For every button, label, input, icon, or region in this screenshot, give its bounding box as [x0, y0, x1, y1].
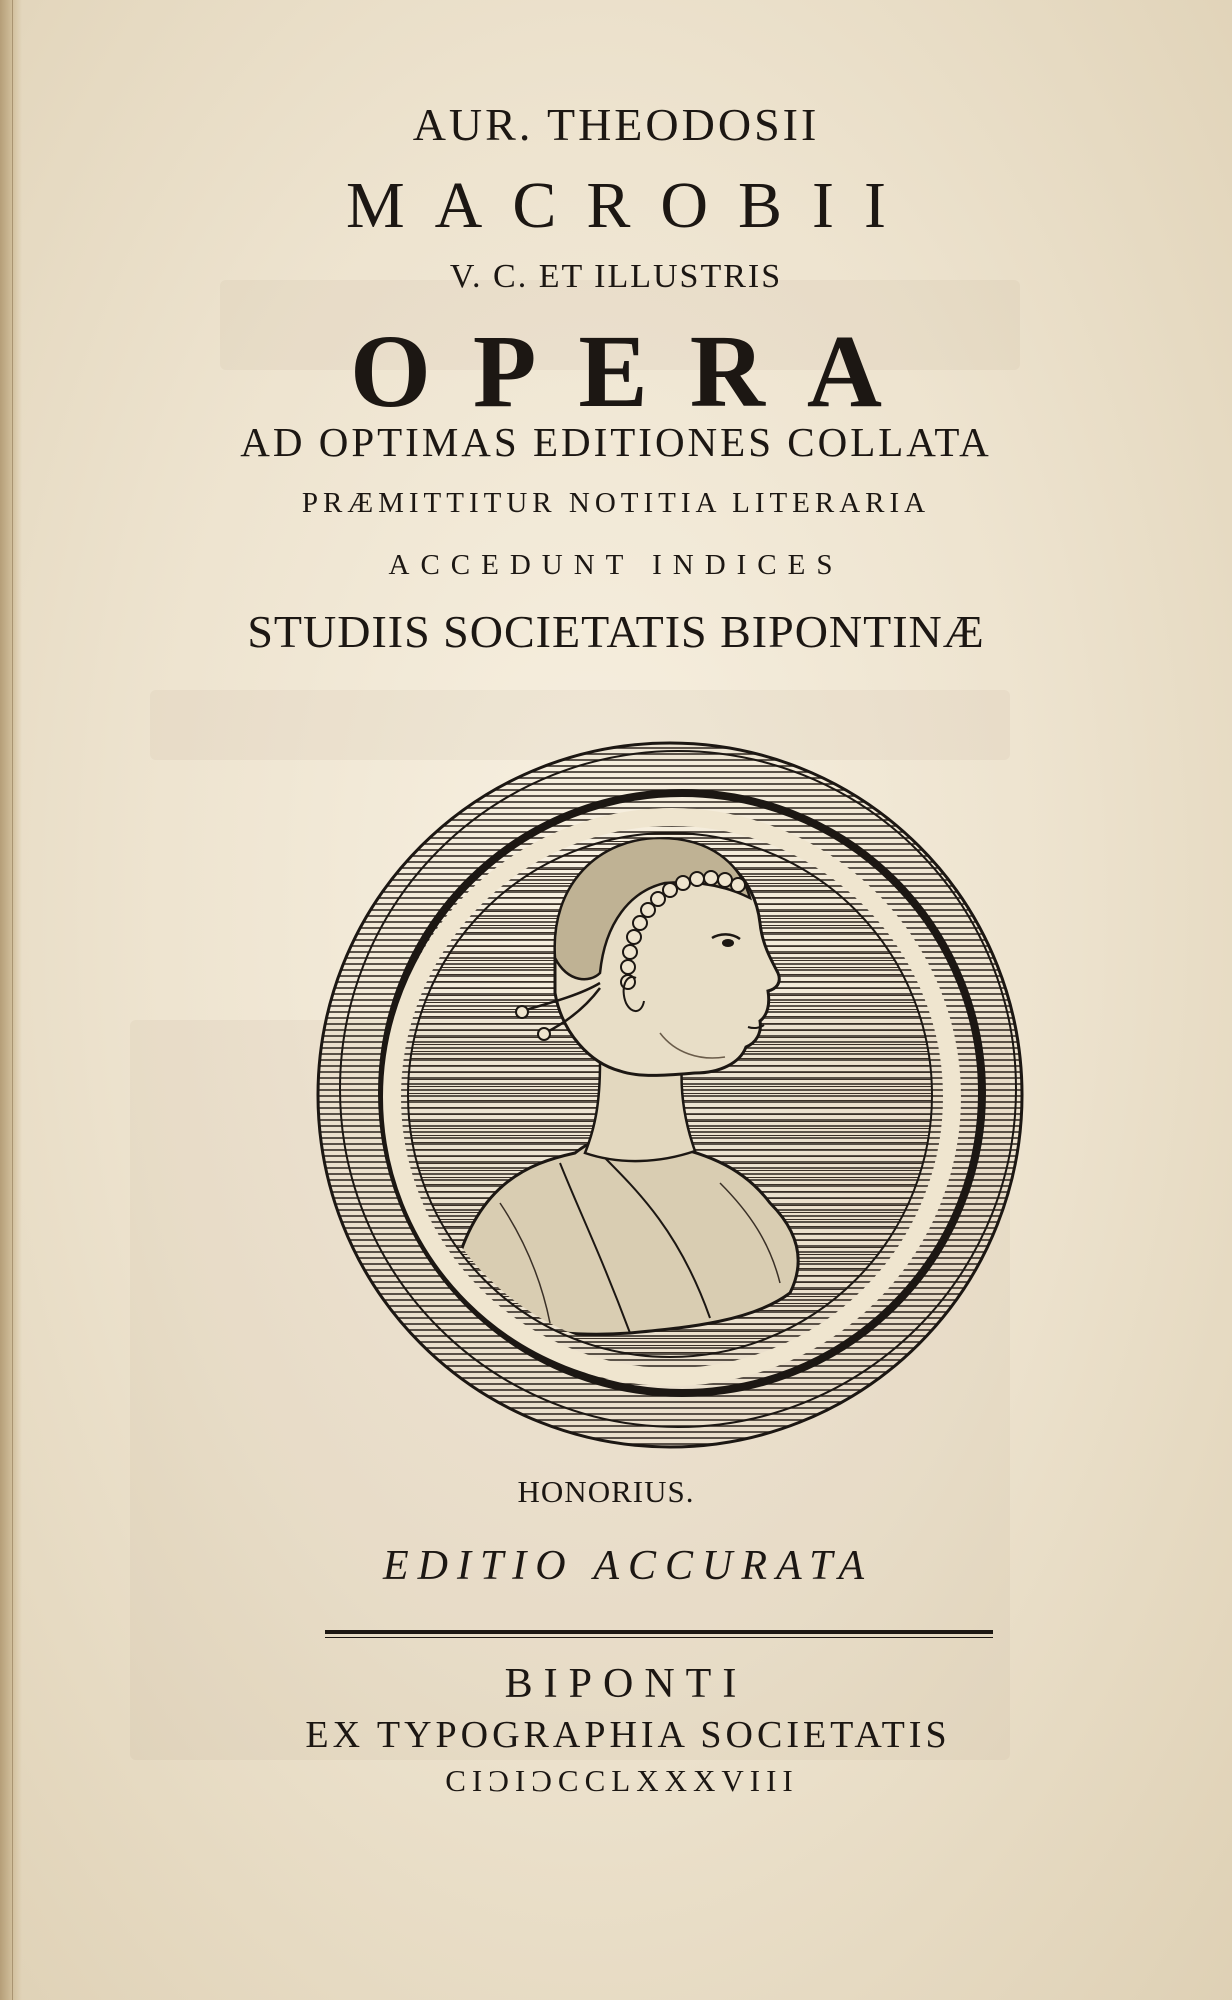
author-name: MACROBII [345, 169, 917, 242]
work-title: OPERA [350, 314, 924, 429]
medallion-caption: HONORIUS. [517, 1474, 695, 1509]
imprint-year: CIϽIϽCCLXXXVIII [445, 1763, 799, 1798]
author-rank: V. C. ET ILLUSTRIS [449, 258, 783, 295]
portrait-medallion-icon [300, 733, 1040, 1453]
subtitle: AD OPTIMAS EDITIONES COLLATA [240, 419, 992, 465]
prefatory-note: PRÆMITTITUR NOTITIA LITERARIA [301, 487, 931, 519]
society-line: STUDIIS SOCIETATIS BIPONTINÆ [247, 606, 985, 657]
imprint-printer: EX TYPOGRAPHIA SOCIETATIS [305, 1714, 951, 1756]
author-praenomen: AUR. THEODOSII [412, 99, 820, 150]
divider-rule [325, 1630, 993, 1634]
imprint-place: BIPONTI [504, 1661, 748, 1707]
indices-note: ACCEDUNT INDICES [388, 549, 844, 581]
divider-rule-thin [325, 1637, 993, 1638]
edition-statement: EDITIO ACCURATA [382, 1543, 874, 1589]
